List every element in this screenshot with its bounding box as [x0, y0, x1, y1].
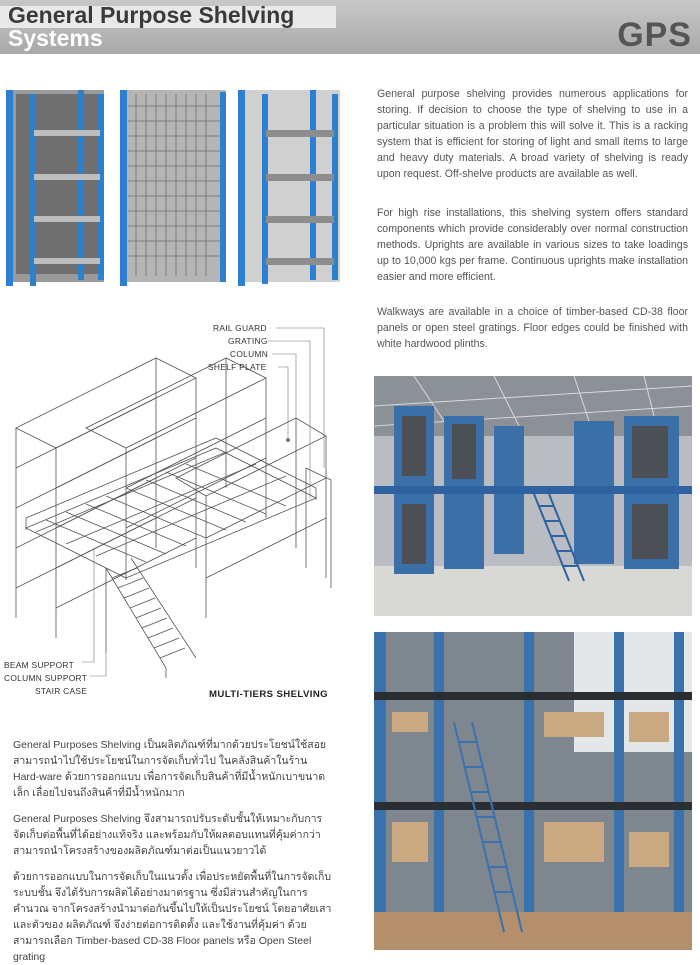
- multi-tier-diagram: [6, 318, 346, 680]
- label-beam-support: BEAM SUPPORT: [4, 660, 74, 670]
- label-stair-case: STAIR CASE: [35, 686, 88, 696]
- warehouse-photo-1: [374, 376, 692, 616]
- label-shelf-plate: SHELF PLATE: [208, 362, 267, 372]
- label-grating: GRATING: [228, 336, 268, 346]
- thai-paragraph-1: General Purposes Shelving เป็นผลิตภัณฑ์ที่มากด้วยประโยชน์ใช้สอย สามารถนำไปใช้ประโยชน์ในการจัดเก็บทั่วไป ในคลังสินค้าในร้าน Hard-ware ด้วยการออกแบบ เพื่อการจัดเก็บสินค้าที่มีน้ำหนักเบาขนาดเล็ก เลื่อยไปจนถึงสินค้าที่มีน้ำหนักมาก: [13, 739, 327, 799]
- shelf-unit-open: [6, 90, 104, 286]
- intro-paragraph-2: For high rise installations, this shelving system offers standard components which provide considerably over normal construction methods. Uprights are available in various sizes to take loadings up to 10,000 kgs per frame. Continuous uprights make installation easier and more efficient.: [377, 207, 688, 283]
- shelf-unit-mesh: [120, 90, 226, 286]
- gps-badge: GPS: [617, 16, 692, 54]
- label-column-support: COLUMN SUPPORT: [4, 673, 88, 683]
- thai-paragraph-2: General Purposes Shelving จึงสามารถปรับระดับชั้นให้เหมาะกับการ จัดเก็บต่อพื้นที่ได้อย่างแท้จริง และพร้อมกับให้ผลตอบแทนที่คุ้มค่ากว่า สามารถนำโครงสร้างของผลิตภัณฑ์มาต่อเป็นแนวยาวได้: [13, 813, 323, 857]
- shelf-units-image: [6, 86, 346, 291]
- page-title: [8, 4, 294, 50]
- shelf-unit-standard: [238, 90, 340, 286]
- intro-paragraph-1: General purpose shelving provides numerous applications for storing. If decision to choose the type of shelving to use in a particular situation is a problem this will solve it. This is a racking system that is efficient for storing of light and small items to large and heavy duty materials. A broad variety of shelving is ready upon request. Off-shelve products are available as well.: [377, 88, 688, 180]
- diagram-caption: MULTI-TIERS SHELVING: [209, 689, 329, 700]
- warehouse-photo-2: [374, 632, 692, 950]
- title-line-2: Systems: [8, 25, 103, 51]
- label-column: COLUMN: [230, 349, 269, 359]
- thai-paragraph-3: ด้วยการออกแบบในการจัดเก็บในแนวตั้ง เพื่อประหยัดพื้นที่ในการจัดเก็บ ระบบชั้น จึงได้รับการผลิตได้อย่างมาตรฐาน ซึ่งมีส่วนสำคัญในการคำนวณ จากโครงสร้างนำมาต่อกันขึ้นไปให้เป็นประโยชน์ โดยอาศัยเสาและตัวของ ผลิตภัณฑ์ จึงง่ายต่อการติดตั้ง และใช้งานที่คุ้มค่า ด้วยสามารถเลือก Timber-based CD-38 Floor panels หรือ Open Steel grating: [13, 871, 332, 963]
- label-rail-guard: RAIL GUARD: [213, 323, 267, 333]
- intro-paragraph-3: Walkways are available in a choice of timber-based CD-38 floor panels or open steel gratings. Floor edges could be finished with white hardwood plinths.: [377, 306, 688, 350]
- title-line-1: General Purpose Shelving: [8, 2, 295, 28]
